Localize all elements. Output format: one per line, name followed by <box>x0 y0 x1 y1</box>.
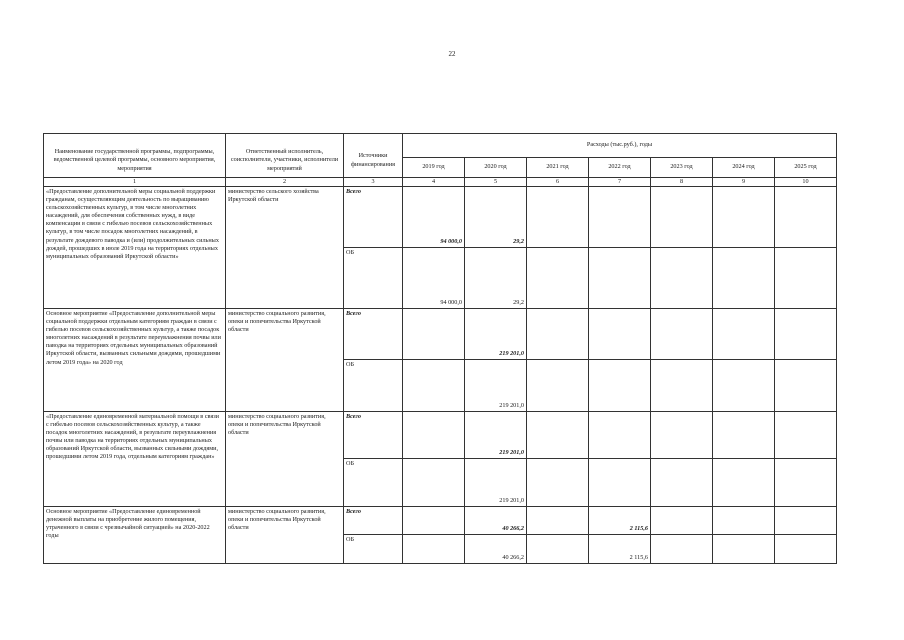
value-cell <box>651 360 713 412</box>
header-expenses: Расходы (тыс.руб.), годы <box>403 134 837 158</box>
value-cell: 40 266,2 <box>465 507 527 535</box>
value-cell <box>403 360 465 412</box>
value-cell <box>775 507 837 535</box>
table-row <box>44 187 837 248</box>
source-cell: ОБ <box>344 459 403 507</box>
value-cell <box>527 459 589 507</box>
value-cell <box>403 507 465 535</box>
header-year: 2020 год <box>465 158 527 178</box>
page-number: 22 <box>448 50 456 58</box>
value-cell <box>527 412 589 459</box>
value-cell: 219 201,0 <box>465 309 527 360</box>
measure-name: «Предоставление дополнительной меры социальной поддержки гражданам, осуществляющим деятельность по выращиванию сельскохозяйственных культур, в том числе многолетних насаждений, для обеспечения собственных нужд, в виде компенсации в связи с гибелью посевов сельскохозяйственных культур, в том числе посадок многолетних насаждений, в результате дождевого паводка и (или) продолжительных сильных дождей, прошедших в июле 2019 года на территориях отдельных муниципальных образований Иркутской области» <box>44 187 226 309</box>
value-cell <box>589 360 651 412</box>
value-cell <box>403 535 465 564</box>
header-year: 2021 год <box>527 158 589 178</box>
value-cell: 219 201,0 <box>465 360 527 412</box>
column-number: 9 <box>713 178 775 187</box>
header-responsible: Ответственный исполнитель, соисполнители, участники, исполнители мероприятий <box>226 134 344 178</box>
source-cell: Всего <box>344 187 403 248</box>
value-cell <box>775 309 837 360</box>
measure-name: Основное мероприятие «Предоставление единовременной денежной выплаты на приобретение жилого помещения, утраченного в связи с чрезвычайной ситуацией» на 2020-2022 годы <box>44 507 226 564</box>
responsible-executor: министерство социального развития, опеки и попечительства Иркутской области <box>226 309 344 412</box>
value-cell <box>775 459 837 507</box>
source-cell: ОБ <box>344 248 403 309</box>
value-cell <box>713 309 775 360</box>
column-number: 4 <box>403 178 465 187</box>
value-cell <box>651 507 713 535</box>
value-cell <box>651 535 713 564</box>
column-number: 6 <box>527 178 589 187</box>
header-year: 2019 год <box>403 158 465 178</box>
column-number: 2 <box>226 178 344 187</box>
value-cell: 219 201,0 <box>465 412 527 459</box>
table-row <box>44 412 837 459</box>
value-cell <box>651 459 713 507</box>
table-row <box>44 309 837 360</box>
column-number: 8 <box>651 178 713 187</box>
table-row <box>44 507 837 535</box>
value-cell <box>713 360 775 412</box>
source-cell: Всего <box>344 507 403 535</box>
column-number: 1 <box>44 178 226 187</box>
value-cell <box>775 248 837 309</box>
value-cell <box>589 248 651 309</box>
value-cell <box>527 187 589 248</box>
value-cell <box>651 187 713 248</box>
value-cell <box>589 187 651 248</box>
value-cell <box>713 535 775 564</box>
value-cell <box>589 459 651 507</box>
header-year: 2022 год <box>589 158 651 178</box>
responsible-executor: министерство социального развития, опеки и попечительства Иркутской области <box>226 412 344 507</box>
value-cell: 94 000,0 <box>403 248 465 309</box>
column-number: 5 <box>465 178 527 187</box>
value-cell: 219 201,0 <box>465 459 527 507</box>
column-number: 10 <box>775 178 837 187</box>
value-cell <box>775 412 837 459</box>
responsible-executor: министерство социального развития, опеки и попечительства Иркутской области <box>226 507 344 564</box>
value-cell <box>713 507 775 535</box>
value-cell <box>713 187 775 248</box>
value-cell: 2 115,6 <box>589 535 651 564</box>
header-year: 2024 год <box>713 158 775 178</box>
source-cell: ОБ <box>344 535 403 564</box>
value-cell <box>651 309 713 360</box>
value-cell <box>713 459 775 507</box>
source-cell: ОБ <box>344 360 403 412</box>
measure-name: Основное мероприятие «Предоставление дополнительной меры социальной поддержки отдельным категориям граждан в связи с гибелью посевов сельскохозяйственных культур, а также посадок многолетних насаждений в результате переувлажнения почвы или паводка на территориях отдельных муниципальных образований Иркутской области, вызванных сильными дождями, прошедшими летом 2019 года» на 2020 год <box>44 309 226 412</box>
value-cell <box>775 535 837 564</box>
value-cell: 94 000,0 <box>403 187 465 248</box>
value-cell <box>527 535 589 564</box>
value-cell <box>589 412 651 459</box>
value-cell <box>403 412 465 459</box>
value-cell: 40 266,2 <box>465 535 527 564</box>
value-cell: 29,2 <box>465 187 527 248</box>
value-cell <box>527 309 589 360</box>
value-cell <box>589 309 651 360</box>
value-cell <box>713 412 775 459</box>
header-year: 2023 год <box>651 158 713 178</box>
header-sources: Источники финансирования <box>344 134 403 178</box>
budget-table <box>43 133 837 564</box>
value-cell <box>651 248 713 309</box>
value-cell <box>403 309 465 360</box>
header-year: 2025 год <box>775 158 837 178</box>
value-cell <box>775 360 837 412</box>
column-number: 3 <box>344 178 403 187</box>
value-cell <box>775 187 837 248</box>
responsible-executor: министерство сельского хозяйства Иркутской области <box>226 187 344 309</box>
value-cell <box>651 412 713 459</box>
value-cell <box>403 459 465 507</box>
value-cell <box>527 360 589 412</box>
header-name: Наименование государственной программы, подпрограммы, ведомственной целевой программы, основного мероприятия, мероприятия <box>44 134 226 178</box>
source-cell: Всего <box>344 412 403 459</box>
value-cell <box>527 248 589 309</box>
source-cell: Всего <box>344 309 403 360</box>
value-cell <box>713 248 775 309</box>
column-number: 7 <box>589 178 651 187</box>
measure-name: «Предоставление единовременной материальной помощи в связи с гибелью посевов сельскохозяйственных культур, а также посадок многолетних насаждений, в результате переувлажнения почвы или паводка на территориях отдельных муниципальных образований Иркутской области, вызванных сильными дождями, прошедшими летом 2019 года, отдельным категориям граждан» <box>44 412 226 507</box>
value-cell: 2 115,6 <box>589 507 651 535</box>
value-cell <box>527 507 589 535</box>
value-cell: 29,2 <box>465 248 527 309</box>
